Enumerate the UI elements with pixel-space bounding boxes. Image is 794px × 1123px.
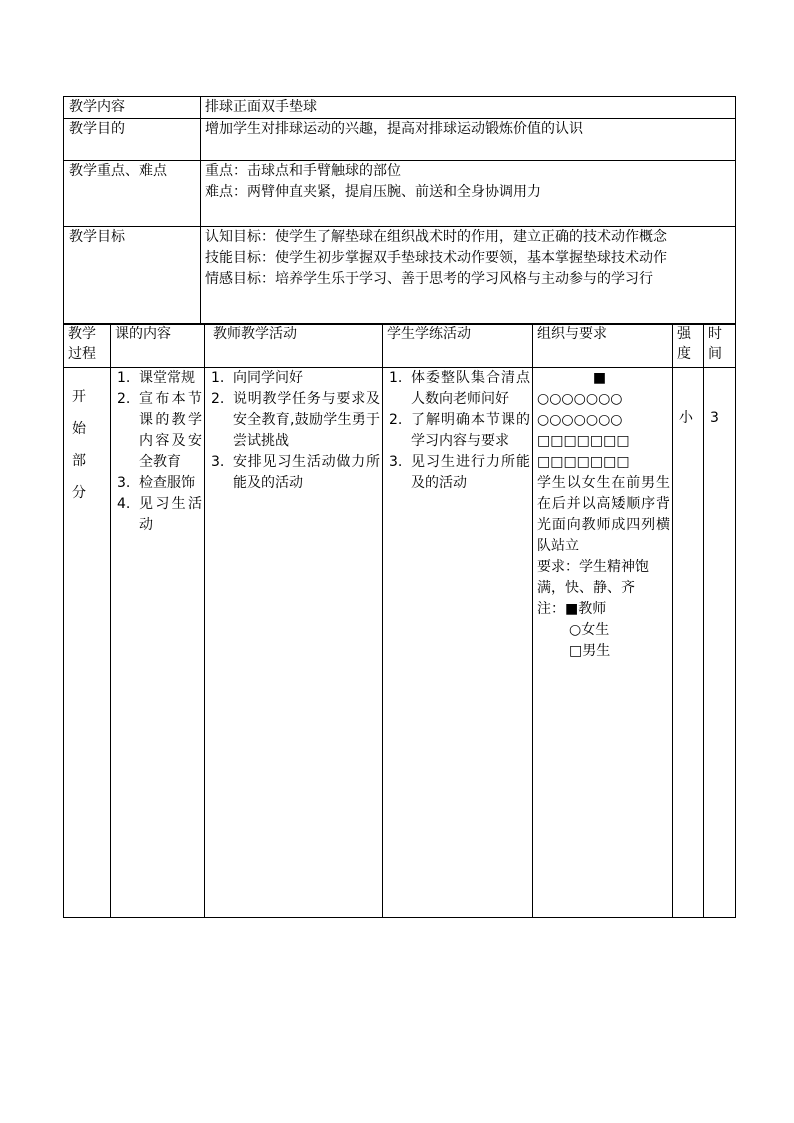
info-line: 难点：两臂伸直夹紧，提肩压腕、前送和全身协调用力 <box>205 184 541 200</box>
phase-char: 始 <box>72 421 86 437</box>
formation-row: ○○○○○○○ <box>537 412 623 428</box>
teacher-cell <box>205 368 383 918</box>
header-student: 学生学练活动 <box>383 324 533 368</box>
info-line: 技能目标：使学生初步掌握双手垫球技术动作要领，基本掌握垫球技术动作 <box>205 250 667 266</box>
info-label: 教学目的 <box>64 119 201 161</box>
info-line: 排球正面双手垫球 <box>205 99 317 115</box>
info-row-focus <box>64 161 736 227</box>
list-item: 1. 体委整队集合清点人数向老师问好 <box>389 370 530 407</box>
list-item: 1. 课堂常规 <box>117 370 195 386</box>
teacher-list <box>211 368 380 494</box>
info-label: 教学重点、难点 <box>64 161 201 227</box>
student-cell <box>383 368 533 918</box>
info-value <box>201 119 736 161</box>
header-org: 组织与要求 <box>533 324 673 368</box>
formation-row: □□□□□□□ <box>537 454 630 470</box>
process-header-row <box>64 324 736 368</box>
header-content: 课的内容 <box>111 324 205 368</box>
list-item: 1. 向同学问好 <box>211 370 303 386</box>
info-value <box>201 227 736 325</box>
list-item: 2. 了解明确本节课的学习内容与要求 <box>389 412 530 449</box>
info-row-objectives <box>64 227 736 325</box>
header-text: 间 <box>708 346 722 362</box>
formation-description: 学生以女生在前男生在后并以高矮顺序背光面向教师成四列横队站立 <box>537 475 670 554</box>
info-line: 重点：击球点和手臂触球的部位 <box>205 163 401 179</box>
header-teacher: 教师教学活动 <box>205 324 383 368</box>
info-line: 认知目标：使学生了解垫球在组织战术时的作用，建立正确的技术动作概念 <box>205 229 667 245</box>
lesson-process-table <box>63 323 736 918</box>
content-list <box>117 368 202 536</box>
list-item: 3. 安排见习生活动做力所能及的活动 <box>211 454 380 491</box>
list-item: 3. 见习生进行力所能及的活动 <box>389 454 530 491</box>
formation-requirement: 要求：学生精神饱满，快、静、齐 <box>537 559 649 596</box>
header-text: 时 <box>708 326 722 342</box>
phase-char: 部 <box>72 453 86 469</box>
list-item: 2. 说明教学任务与要求及安全教育,鼓励学生勇于尝试挑战 <box>211 391 380 449</box>
info-line: 增加学生对排球运动的兴趣，提高对排球运动锻炼价值的认识 <box>205 121 583 137</box>
list-item: 3. 检查服饰 <box>117 475 195 491</box>
header-text: 强 <box>677 326 691 342</box>
legend-teacher: 注：■教师 <box>537 601 607 617</box>
student-list <box>389 368 530 494</box>
content-cell <box>111 368 205 918</box>
list-item: 4. 见习生活动 <box>117 496 202 533</box>
header-time <box>704 324 736 368</box>
lesson-info-table <box>63 96 736 325</box>
formation-teacher-mark: ■ <box>592 370 607 386</box>
info-row-purpose <box>64 119 736 161</box>
formation-row: ○○○○○○○ <box>537 391 623 407</box>
formation-row: □□□□□□□ <box>537 433 630 449</box>
info-label: 教学内容 <box>64 97 201 119</box>
header-text: 过程 <box>68 346 96 362</box>
process-row-opening <box>64 368 736 918</box>
phase-label <box>64 368 111 918</box>
legend-female: ○女生 <box>569 622 610 638</box>
org-cell <box>533 368 673 918</box>
time-cell: 3 <box>704 368 736 918</box>
header-text: 度 <box>677 346 691 362</box>
header-process <box>64 324 111 368</box>
phase-char: 开 <box>72 389 86 405</box>
intensity-cell: 小 <box>673 368 704 918</box>
info-row-content <box>64 97 736 119</box>
phase-char: 分 <box>72 485 86 501</box>
info-label: 教学目标 <box>64 227 201 325</box>
list-item: 2. 宣布本节课的教学内容及安全教育 <box>117 391 202 470</box>
header-intensity <box>673 324 704 368</box>
info-line: 情感目标：培养学生乐于学习、善于思考的学习风格与主动参与的学习行 <box>205 271 653 287</box>
legend-male: □男生 <box>569 643 611 659</box>
info-value <box>201 97 736 119</box>
header-text: 教学 <box>68 326 96 342</box>
info-value <box>201 161 736 227</box>
